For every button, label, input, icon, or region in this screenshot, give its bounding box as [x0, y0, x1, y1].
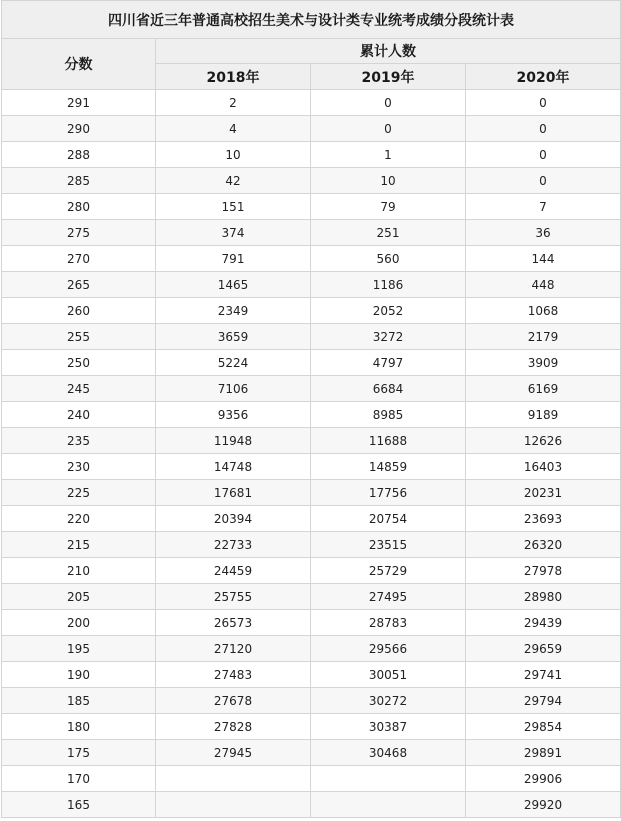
count-2018-cell: 20394	[156, 506, 311, 532]
table-row	[2, 792, 621, 818]
count-2018-cell: 11948	[156, 428, 311, 454]
count-2020-cell: 144	[466, 246, 621, 272]
count-2019-cell: 30272	[311, 688, 466, 714]
count-2018-cell: 27828	[156, 714, 311, 740]
count-2018-cell: 374	[156, 220, 311, 246]
count-2019-cell	[311, 792, 466, 818]
score-cell: 290	[2, 116, 156, 142]
count-2019-cell: 251	[311, 220, 466, 246]
count-2020-cell: 3909	[466, 350, 621, 376]
score-cell: 210	[2, 558, 156, 584]
score-cell: 288	[2, 142, 156, 168]
count-2019-cell: 8985	[311, 402, 466, 428]
score-cell: 245	[2, 376, 156, 402]
count-2019-cell: 30387	[311, 714, 466, 740]
score-cell: 195	[2, 636, 156, 662]
count-2018-cell: 151	[156, 194, 311, 220]
count-2020-cell: 26320	[466, 532, 621, 558]
count-2020-cell: 12626	[466, 428, 621, 454]
year-2019-header: 2019年	[311, 64, 466, 90]
count-2020-cell: 29920	[466, 792, 621, 818]
score-cell: 190	[2, 662, 156, 688]
count-2018-cell: 27945	[156, 740, 311, 766]
count-2020-cell: 20231	[466, 480, 621, 506]
table-row	[2, 142, 621, 168]
count-2019-cell: 0	[311, 90, 466, 116]
count-2020-cell: 0	[466, 116, 621, 142]
count-2018-cell: 42	[156, 168, 311, 194]
count-2019-cell: 10	[311, 168, 466, 194]
count-2020-cell: 29794	[466, 688, 621, 714]
score-cell: 230	[2, 454, 156, 480]
count-2020-cell: 23693	[466, 506, 621, 532]
table-row	[2, 194, 621, 220]
count-2019-cell: 2052	[311, 298, 466, 324]
count-2020-cell: 1068	[466, 298, 621, 324]
score-cell: 265	[2, 272, 156, 298]
count-2019-cell	[311, 766, 466, 792]
count-2019-cell: 4797	[311, 350, 466, 376]
count-2018-cell: 25755	[156, 584, 311, 610]
count-2019-cell: 17756	[311, 480, 466, 506]
count-2020-cell: 29906	[466, 766, 621, 792]
count-2018-cell: 27483	[156, 662, 311, 688]
count-2020-cell: 0	[466, 168, 621, 194]
table-row	[2, 350, 621, 376]
table-row	[2, 116, 621, 142]
count-2018-cell: 14748	[156, 454, 311, 480]
table-row	[2, 324, 621, 350]
count-2018-cell: 5224	[156, 350, 311, 376]
count-2020-cell: 0	[466, 142, 621, 168]
count-2020-cell: 29854	[466, 714, 621, 740]
count-2020-cell: 29659	[466, 636, 621, 662]
count-2019-cell: 1	[311, 142, 466, 168]
count-2018-cell: 24459	[156, 558, 311, 584]
count-2019-cell: 23515	[311, 532, 466, 558]
table-row	[2, 220, 621, 246]
score-column-header: 分数	[2, 39, 156, 90]
table-row	[2, 272, 621, 298]
count-2020-cell: 29439	[466, 610, 621, 636]
table-row	[2, 480, 621, 506]
count-2018-cell: 2349	[156, 298, 311, 324]
score-cell: 165	[2, 792, 156, 818]
table-row	[2, 298, 621, 324]
count-2020-cell: 27978	[466, 558, 621, 584]
table-row	[2, 610, 621, 636]
count-2019-cell: 27495	[311, 584, 466, 610]
table-row	[2, 90, 621, 116]
count-2019-cell: 3272	[311, 324, 466, 350]
score-cell: 185	[2, 688, 156, 714]
count-2018-cell: 3659	[156, 324, 311, 350]
table-row	[2, 662, 621, 688]
count-2018-cell	[156, 766, 311, 792]
score-cell: 215	[2, 532, 156, 558]
table-row	[2, 584, 621, 610]
count-2019-cell: 25729	[311, 558, 466, 584]
count-2018-cell: 2	[156, 90, 311, 116]
count-2018-cell: 7106	[156, 376, 311, 402]
table-body	[2, 90, 621, 818]
score-cell: 275	[2, 220, 156, 246]
count-2018-cell: 17681	[156, 480, 311, 506]
score-cell: 285	[2, 168, 156, 194]
count-2020-cell: 28980	[466, 584, 621, 610]
score-cell: 255	[2, 324, 156, 350]
count-2019-cell: 30468	[311, 740, 466, 766]
count-2019-cell: 20754	[311, 506, 466, 532]
count-2019-cell: 560	[311, 246, 466, 272]
score-distribution-table	[1, 0, 621, 818]
score-cell: 170	[2, 766, 156, 792]
table-row	[2, 402, 621, 428]
score-cell: 175	[2, 740, 156, 766]
count-2018-cell: 27678	[156, 688, 311, 714]
table-row	[2, 506, 621, 532]
count-2018-cell: 10	[156, 142, 311, 168]
count-2019-cell: 0	[311, 116, 466, 142]
year-2018-header: 2018年	[156, 64, 311, 90]
count-2020-cell: 0	[466, 90, 621, 116]
count-2018-cell: 1465	[156, 272, 311, 298]
score-cell: 280	[2, 194, 156, 220]
count-2018-cell: 22733	[156, 532, 311, 558]
table-row	[2, 168, 621, 194]
score-cell: 220	[2, 506, 156, 532]
count-2018-cell: 27120	[156, 636, 311, 662]
count-2020-cell: 6169	[466, 376, 621, 402]
count-2019-cell: 79	[311, 194, 466, 220]
count-2020-cell: 16403	[466, 454, 621, 480]
table-row	[2, 714, 621, 740]
count-2020-cell: 9189	[466, 402, 621, 428]
count-2018-cell: 791	[156, 246, 311, 272]
count-2019-cell: 6684	[311, 376, 466, 402]
count-2019-cell: 29566	[311, 636, 466, 662]
score-cell: 250	[2, 350, 156, 376]
count-2018-cell: 26573	[156, 610, 311, 636]
table-row	[2, 558, 621, 584]
table-row	[2, 454, 621, 480]
count-2019-cell: 28783	[311, 610, 466, 636]
table-row	[2, 246, 621, 272]
count-2018-cell: 9356	[156, 402, 311, 428]
count-2020-cell: 448	[466, 272, 621, 298]
year-2020-header: 2020年	[466, 64, 621, 90]
table-title: 四川省近三年普通高校招生美术与设计类专业统考成绩分段统计表	[2, 1, 621, 39]
score-cell: 205	[2, 584, 156, 610]
count-2019-cell: 30051	[311, 662, 466, 688]
table-row	[2, 688, 621, 714]
table-row	[2, 428, 621, 454]
count-2020-cell: 29741	[466, 662, 621, 688]
table-row	[2, 376, 621, 402]
count-2019-cell: 11688	[311, 428, 466, 454]
table-row	[2, 532, 621, 558]
score-cell: 200	[2, 610, 156, 636]
count-2019-cell: 14859	[311, 454, 466, 480]
count-2018-cell: 4	[156, 116, 311, 142]
count-2020-cell: 7	[466, 194, 621, 220]
count-2020-cell: 2179	[466, 324, 621, 350]
score-cell: 270	[2, 246, 156, 272]
score-cell: 180	[2, 714, 156, 740]
score-cell: 291	[2, 90, 156, 116]
score-cell: 225	[2, 480, 156, 506]
count-2019-cell: 1186	[311, 272, 466, 298]
table-row	[2, 740, 621, 766]
count-2020-cell: 36	[466, 220, 621, 246]
score-cell: 260	[2, 298, 156, 324]
count-2020-cell: 29891	[466, 740, 621, 766]
score-cell: 235	[2, 428, 156, 454]
score-cell: 240	[2, 402, 156, 428]
table-row	[2, 636, 621, 662]
table-row	[2, 766, 621, 792]
cumulative-count-header: 累计人数	[156, 39, 621, 64]
count-2018-cell	[156, 792, 311, 818]
